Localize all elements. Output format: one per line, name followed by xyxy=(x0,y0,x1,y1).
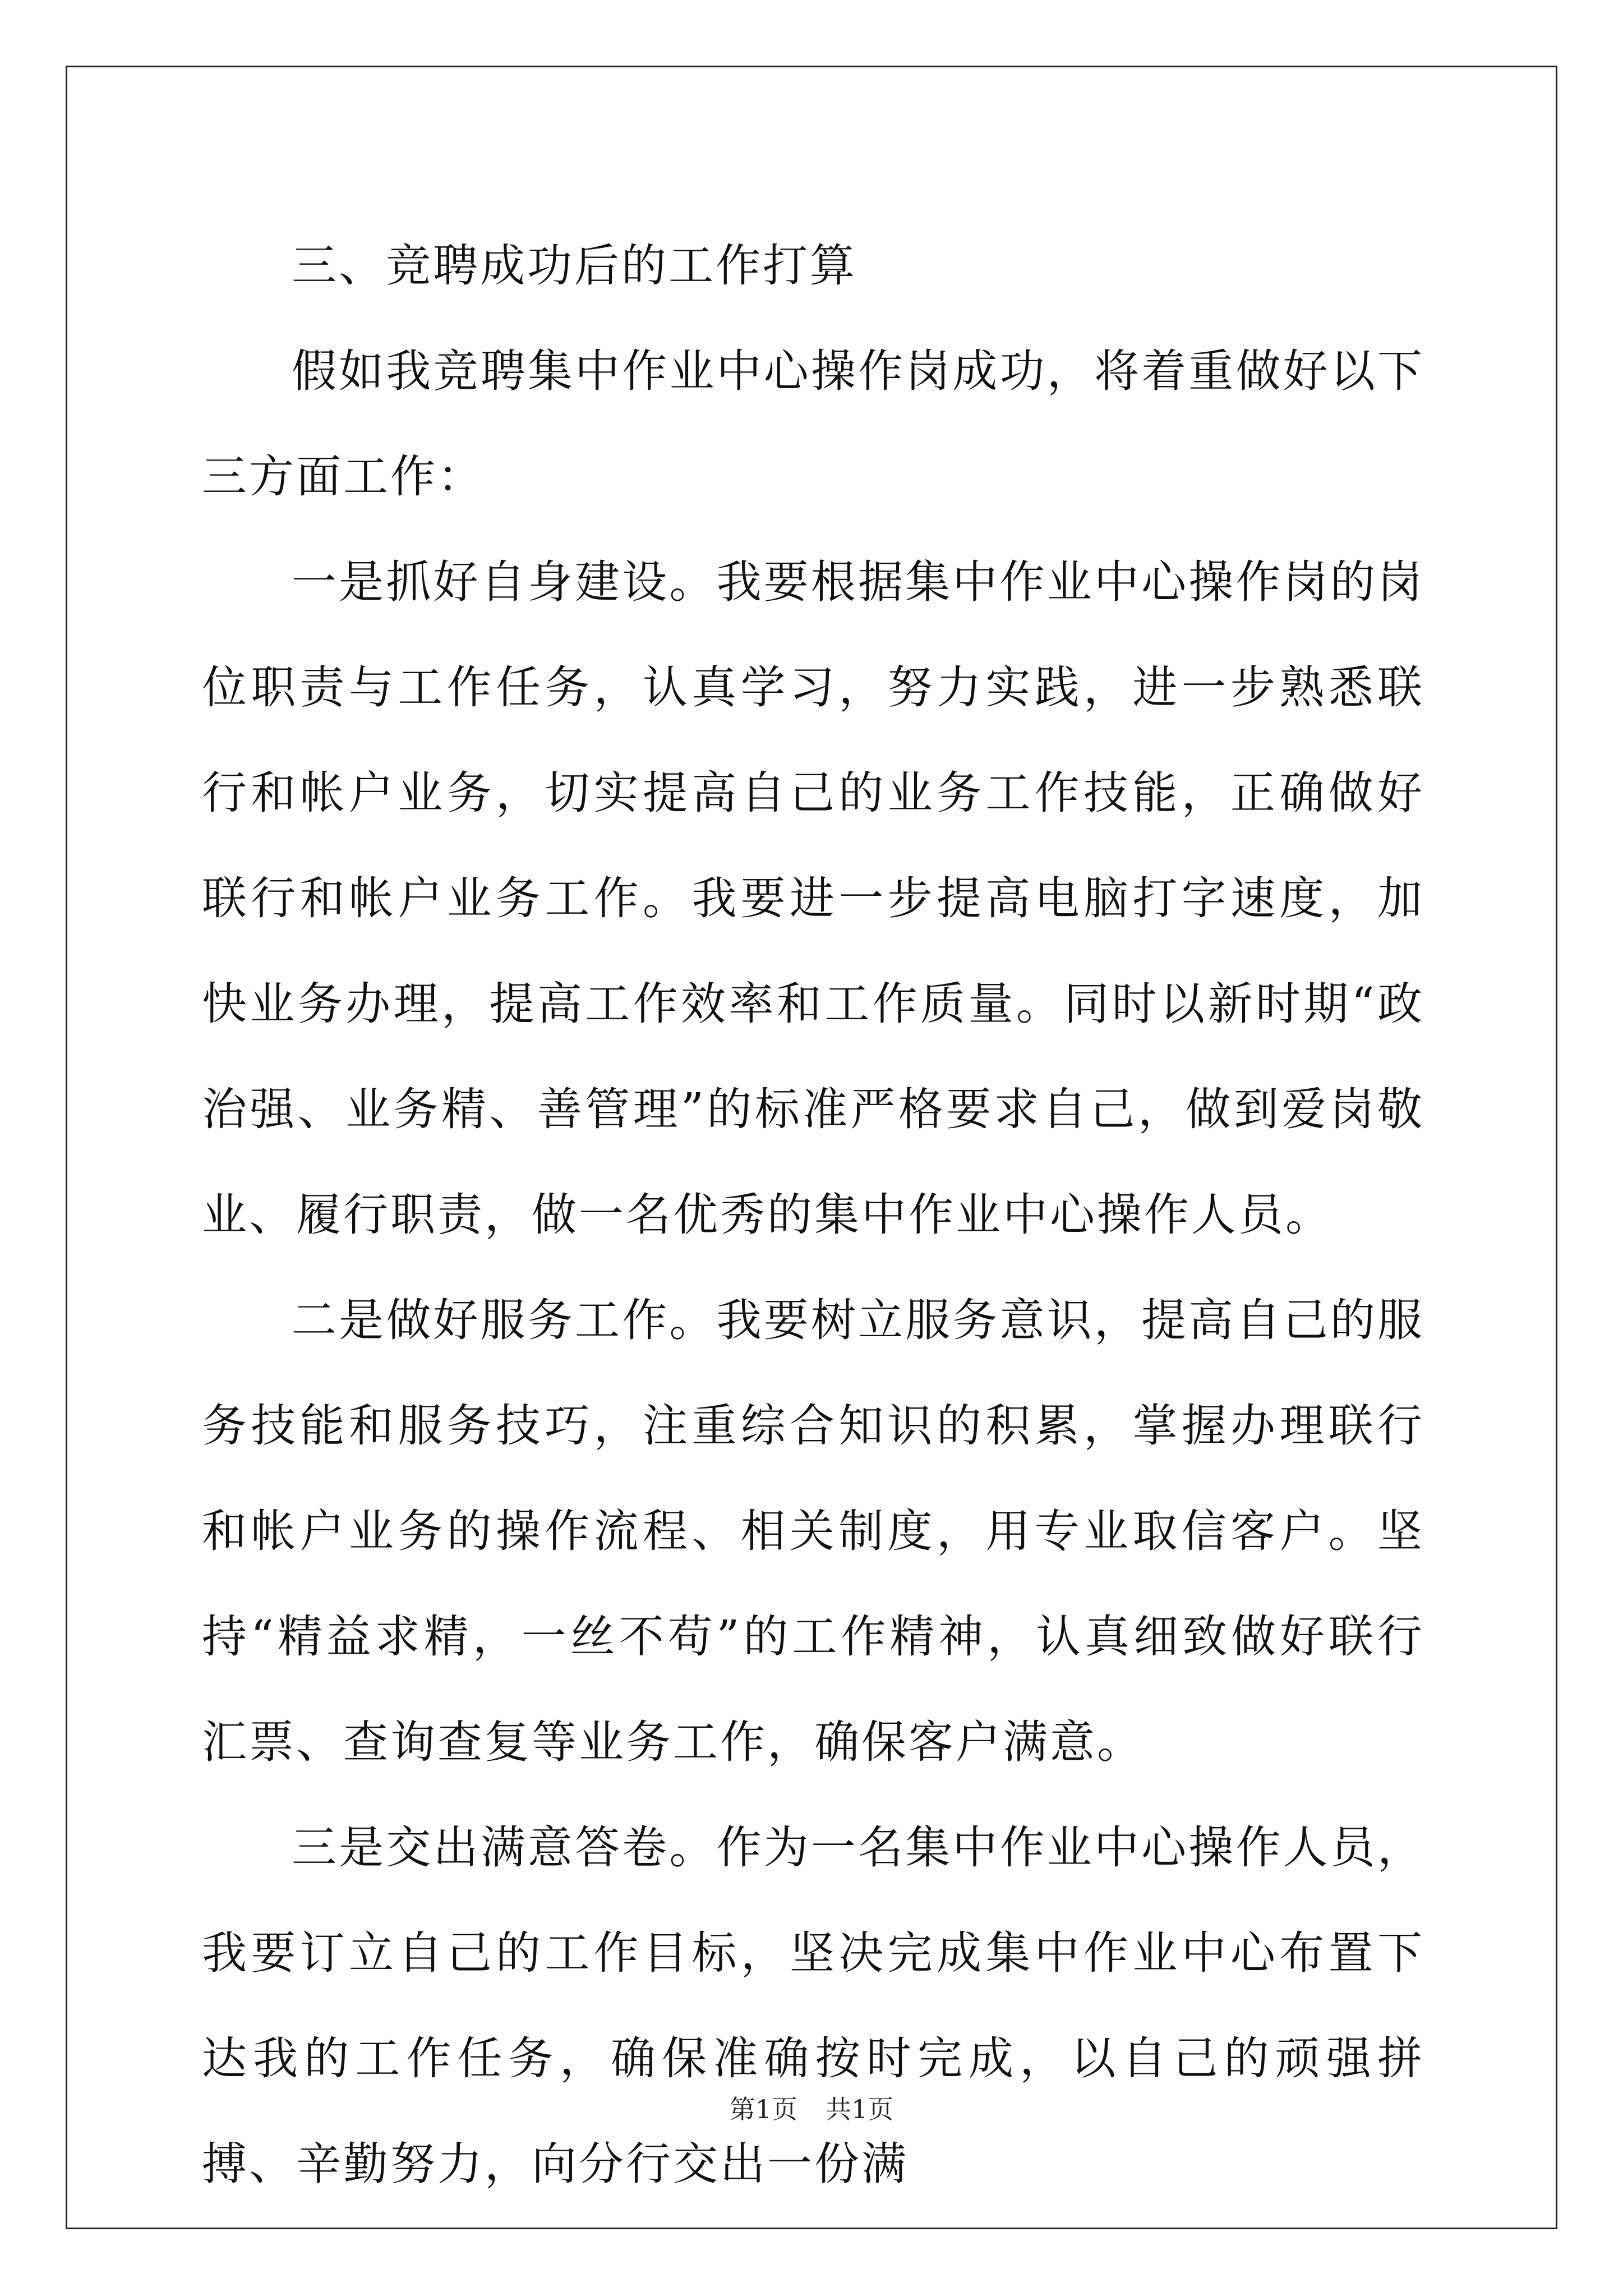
page-total: 共1页 xyxy=(826,2094,894,2124)
paragraph-service: 二是做好服务工作。我要树立服务意识，提高自己的服务技能和服务技巧，注重综合知识的积累，掌握办理联行和帐户业务的操作流程、相关制度，用专业取信客户。坚持“精益求精，一丝不苟”的工作精神，认真细致做好联行汇票、查询查复等业务工作，确保客户满意。 xyxy=(202,1294,1424,1768)
page-footer xyxy=(0,2092,1623,2126)
section-heading: 三、竞聘成功后的工作打算 xyxy=(292,240,857,292)
paragraph-self-building: 一是抓好自身建设。我要根据集中作业中心操作岗的岗位职责与工作任务，认真学习，努力实践，进一步熟悉联行和帐户业务，切实提高自己的业务工作技能，正确做好联行和帐户业务工作。我要进一步提高电脑打字速度，加快业务办理，提高工作效率和工作质量。同时以新时期“政治强、业务精、善管理”的标准严格要求自己，做到爱岗敬业、履行职责，做一名优秀的集中作业中心操作人员。 xyxy=(202,556,1424,1241)
paragraph-answer-sheet: 三是交出满意答卷。作为一名集中作业中心操作人员，我要订立自己的工作目标，坚决完成集中作业中心布置下达我的工作任务，确保准确按时完成，以自己的顽强拼搏、辛勤努力，向分行交出一份满 xyxy=(202,1821,1424,2190)
paragraph-intro: 假如我竞聘集中作业中心操作岗成功，将着重做好以下三方面工作： xyxy=(202,345,1424,503)
page-number: 第1页 xyxy=(729,2094,797,2124)
document-body xyxy=(202,213,1424,2217)
